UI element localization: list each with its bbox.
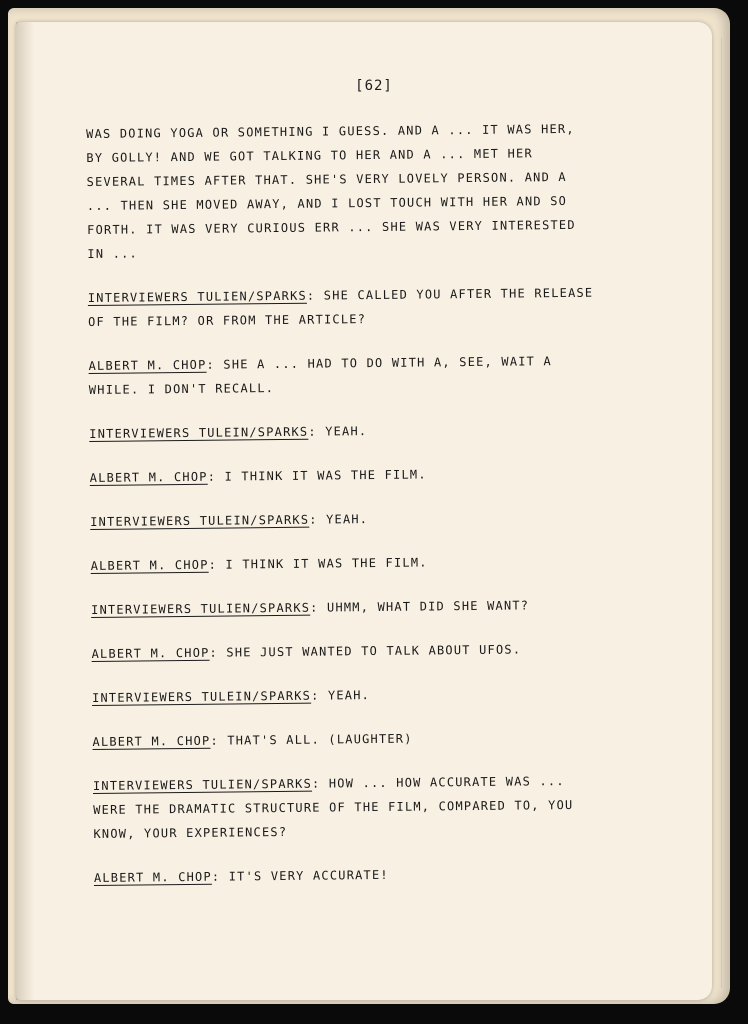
book-page bbox=[16, 22, 712, 1000]
gutter-shadow bbox=[16, 22, 34, 1000]
transcript-paragraph bbox=[93, 769, 604, 846]
dialogue-text: : HOW ... HOW ACCURATE WAS ... WERE THE DRAMATIC STRUCTURE OF THE FILM, COMPARED TO, YOU KNOW, YOUR EXPERIENCES? bbox=[93, 774, 574, 841]
transcript-paragraph bbox=[89, 417, 599, 446]
speaker-name: ALBERT M. CHOP bbox=[91, 645, 210, 661]
dialogue-text: : I THINK IT WAS THE FILM. bbox=[208, 555, 428, 572]
speaker-name: INTERVIEWERS TULIEN/SPARKS bbox=[92, 776, 313, 793]
transcript-paragraph bbox=[86, 117, 597, 266]
transcript-body bbox=[86, 117, 604, 910]
dialogue-text: : UHMM, WHAT DID SHE WANT? bbox=[310, 598, 530, 615]
transcript-paragraph bbox=[92, 681, 602, 710]
dialogue-text: : I THINK IT WAS THE FILM. bbox=[207, 467, 427, 484]
speaker-name: INTERVIEWERS TULEIN/SPARKS bbox=[89, 424, 309, 441]
speaker-name: INTERVIEWERS TULEIN/SPARKS bbox=[90, 512, 310, 529]
transcript-paragraph bbox=[94, 861, 604, 890]
page-number: [62] bbox=[355, 78, 393, 94]
dialogue-text: : SHE JUST WANTED TO TALK ABOUT UFOS. bbox=[209, 642, 522, 660]
speaker-name: INTERVIEWERS TULIEN/SPARKS bbox=[91, 600, 311, 617]
transcript-paragraph bbox=[91, 549, 601, 578]
transcript-paragraph bbox=[90, 505, 600, 534]
dialogue-text: : SHE CALLED YOU AFTER THE RELEASE OF THE FILM? OR FROM THE ARTICLE? bbox=[88, 285, 594, 329]
book-page-stack bbox=[8, 8, 730, 1004]
dialogue-text: WAS DOING YOGA OR SOMETHING I GUESS. AND A ... IT WAS HER, BY GOLLY! AND WE GOT TALKING TO HER AND A ... MET HER SEVERAL TIMES AFTER THAT. SHE'S VERY LOVELY PERSON. AND A ... THEN SHE MOVED AWAY, AND I LOST TOUCH WITH HER AND SO FORTH. IT WAS VERY CURIOUS ERR ... SHE WAS VERY INTERESTED IN ... bbox=[86, 121, 576, 261]
speaker-name: ALBERT M. CHOP bbox=[90, 557, 209, 573]
transcript-paragraph bbox=[91, 593, 601, 622]
transcript-paragraph bbox=[88, 281, 598, 334]
speaker-name: ALBERT M. CHOP bbox=[88, 357, 207, 373]
speaker-name: ALBERT M. CHOP bbox=[92, 733, 211, 749]
speaker-name: INTERVIEWERS TULEIN/SPARKS bbox=[91, 688, 312, 705]
dialogue-text: : THAT'S ALL. (LAUGHTER) bbox=[210, 731, 413, 748]
transcript-paragraph bbox=[91, 637, 601, 666]
dialogue-text: : IT'S VERY ACCURATE! bbox=[211, 867, 389, 884]
dialogue-text: : YEAH. bbox=[310, 688, 371, 703]
transcript-paragraph bbox=[90, 461, 600, 490]
dialogue-text: : SHE A ... HAD TO DO WITH A, SEE, WAIT A WHILE. I DON'T RECALL. bbox=[88, 354, 552, 397]
dialogue-text: : YEAH. bbox=[309, 512, 369, 527]
transcript-paragraph bbox=[88, 349, 598, 402]
speaker-name: ALBERT M. CHOP bbox=[89, 469, 208, 485]
dialogue-text: : YEAH. bbox=[308, 424, 368, 439]
speaker-name: ALBERT M. CHOP bbox=[93, 869, 212, 885]
speaker-name: INTERVIEWERS TULIEN/SPARKS bbox=[87, 288, 307, 305]
transcript-paragraph bbox=[92, 725, 602, 754]
